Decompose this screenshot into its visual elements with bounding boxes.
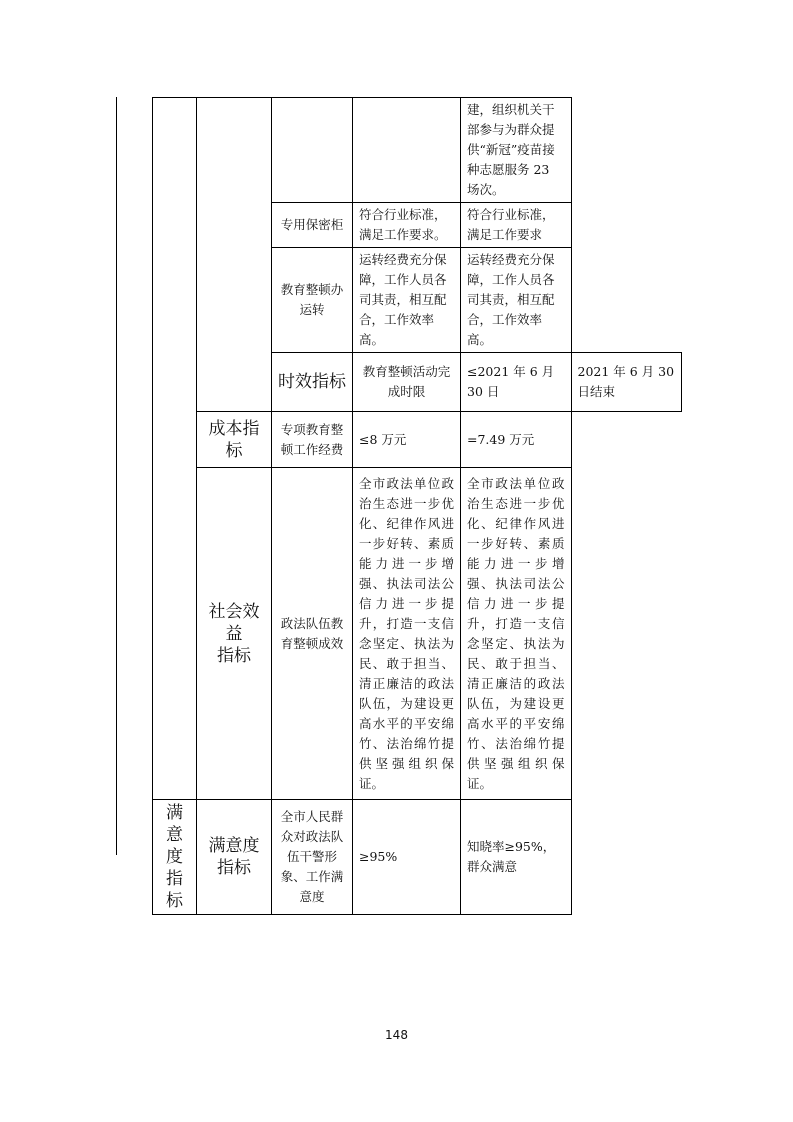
level3-cell: 教育整顿活动完成时限 — [353, 353, 461, 412]
level1-label-char: 指 — [166, 869, 183, 889]
target-cell: ≥95% — [353, 800, 461, 915]
left-margin-rule — [116, 97, 117, 855]
table-row — [153, 412, 682, 468]
level1-cell — [153, 800, 197, 915]
level2-cell: 满意度指标 — [197, 800, 272, 915]
table-row — [153, 468, 682, 800]
target-cell: ≤2021 年 6 月 30 日 — [461, 353, 572, 412]
level1-label-char: 标 — [166, 891, 183, 911]
page-number: 148 — [385, 1028, 408, 1042]
level2-cell: 时效指标 — [272, 353, 353, 412]
target-cell-continued — [353, 98, 461, 203]
level2-cell: 成本指标 — [197, 412, 272, 468]
level3-cell-continued — [272, 98, 353, 203]
level3-cell: 政法队伍教育整顿成效 — [272, 468, 353, 800]
actual-cell: 2021 年 6 月 30 日结束 — [571, 353, 682, 412]
indicator-table — [152, 97, 682, 915]
level2-cell-continued — [197, 98, 272, 412]
level1-label-char: 意 — [166, 825, 183, 845]
target-cell: ≤8 万元 — [353, 412, 461, 468]
target-cell: 全市政法单位政治生态进一步优化、纪律作风进一步好转、素质能力进一步增强、执法司法公信力进一步提升，打造一支信念坚定、执法为民、敢于担当、清正廉洁的政法队伍，为建设更高水平的平安绵竹、法治绵竹提供坚强组织保证。 — [353, 468, 461, 800]
level3-cell: 全市人民群众对政法队伍干警形象、工作满意度 — [272, 800, 353, 915]
target-cell: 运转经费充分保障，工作人员各司其责，相互配合，工作效率高。 — [353, 248, 461, 353]
level3-cell: 专项教育整顿工作经费 — [272, 412, 353, 468]
level1-label-char: 满 — [166, 803, 183, 823]
level2-label-line: 指标 — [217, 645, 251, 666]
table-row — [153, 800, 682, 915]
target-cell: 符合行业标准，满足工作要求。 — [353, 203, 461, 248]
actual-cell: 建，组织机关干部参与为群众提供“新冠”疫苗接种志愿服务 23 场次。 — [461, 98, 572, 203]
actual-cell: 全市政法单位政治生态进一步优化、纪律作风进一步好转、素质能力进一步增强、执法司法公信力进一步提升，打造一支信念坚定、执法为民、敢于担当、清正廉洁的政法队伍，为建设更高水平的平安绵竹、法治绵竹提供坚强组织保证。 — [461, 468, 572, 800]
actual-cell: =7.49 万元 — [461, 412, 572, 468]
level1-label-char: 度 — [166, 847, 183, 867]
level3-cell: 教育整顿办运转 — [272, 248, 353, 353]
performance-indicator-table — [152, 97, 682, 915]
table-row — [153, 98, 682, 203]
level2-label-line: 社会效 — [208, 601, 260, 622]
level2-cell — [197, 468, 272, 800]
actual-cell: 符合行业标准，满足工作要求 — [461, 203, 572, 248]
level3-cell: 专用保密柜 — [272, 203, 353, 248]
level1-cell-continued — [153, 98, 197, 800]
actual-cell: 运转经费充分保障，工作人员各司其责，相互配合，工作效率高。 — [461, 248, 572, 353]
level2-label-line: 益 — [225, 623, 243, 644]
actual-cell: 知晓率≥95%，群众满意 — [461, 800, 572, 915]
